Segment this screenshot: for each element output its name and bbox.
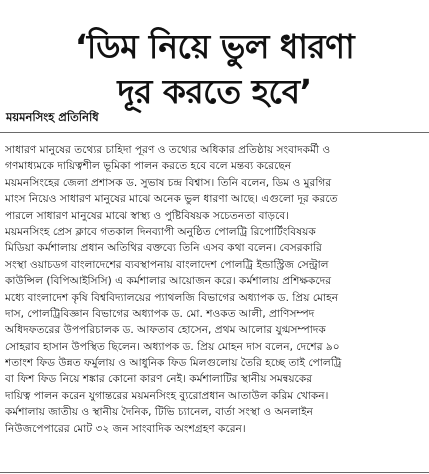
body-line: মিডিয়া কর্মশালায় প্রধান অতিথির বক্তব্যে তিনি এসব কথা বলেন। বেসরকারি <box>5 242 322 255</box>
body-line: পারলে সাধারণ মানুষের মাঝে স্বাস্থ্য ও পুষ্টিবিষয়ক সচেতনতা বাড়বে। <box>5 209 290 222</box>
byline: ময়মনসিংহ প্রতিনিধি <box>6 110 99 124</box>
body-line: কর্মশালায় জাতীয় ও স্থানীয় দৈনিক, টিভি চ্যানেল, বার্তা সংস্থা ও অনলাইন <box>5 406 313 419</box>
headline-line-1: ‘ডিম নিয়ে ভুল ধারণা <box>74 27 355 67</box>
headline <box>0 24 429 114</box>
body-line: নিউজপেপারের মোট ৩২ জন সাংবাদিক অংশগ্রহণ করেন। <box>5 422 246 435</box>
body-line: সাধারণ মানুষের তথ্যের চাহিদা পূরণ ও তথ্যের অধিকার প্রতিষ্ঠায় সংবাদকর্মী ও <box>5 144 331 156</box>
top-divider <box>0 132 429 133</box>
body-line: অধিদফতরের উপপরিচালক ড. আফতাব হোসেন, প্রথম আলোর যুগ্মসম্পাদক <box>5 324 326 337</box>
body-line: ময়মনসিংহ প্রেস ক্লাবে গতকাল দিনব্যাপী অনুষ্ঠিত পোলট্রি রিপোর্টিংবিষয়ক <box>5 225 316 238</box>
body-line: সোহরাব হাসান উপস্থিত ছিলেন। অধ্যাপক ড. প্রিয় মোহন দাস বলেন, দেশের ৯০ <box>5 340 340 353</box>
body-line: মাংস নিয়েও সাধারণ মানুষের মাঝে অনেক ভুল ধারণা আছে। এগুলো দূর করতে <box>5 193 338 206</box>
body-line: কাউন্সিল (বিপিআইসিসি) এ কর্মশালার আয়োজন করে। কর্মশালায় প্রশিক্ষকদের <box>5 275 332 288</box>
body-line: শতাংশ ফিড উন্নত ফর্মুলায় ও আধুনিক ফিড মিলগুলোয় তৈরি হচ্ছে তাই পোলট্রি <box>5 357 342 370</box>
bottom-divider <box>0 472 429 473</box>
body-line: ময়মনসিংহের জেলা প্রশাসক ড. সুভাষ চন্দ্র বিশ্বাস। তিনি বলেন, ডিম ও মুরগির <box>5 176 332 189</box>
body-line: সংস্থা ওয়াচডগ বাংলাদেশের ব্যবস্থাপনায় বাংলাদেশ পোলট্রি ইন্ডাস্ট্রিজ সেন্ট্রাল <box>5 258 329 271</box>
body-line: মধ্যে বাংলাদেশ কৃষি বিশ্ববিদ্যালয়ের প্যাথলজি বিভাগের অধ্যাপক ড. প্রিয় মোহন <box>5 291 339 304</box>
body-line: দাস, পোলট্রিবিজ্ঞান বিভাগের অধ্যাপক ড. মো. শওকত আলী, প্রাণিসম্পদ <box>5 307 315 320</box>
headline-line-2: দূর করতে হবে’ <box>117 72 312 112</box>
body-line: গণমাধ্যমকে দায়িত্বশীল ভূমিকা পালন করতে হবে বলে মন্তব্য করেছেন <box>5 160 292 173</box>
article-body <box>5 142 425 437</box>
body-line: বা ফিশ ফিড নিয়ে শঙ্কার কোনো কারণ নেই। কর্মশালাটির স্থানীয় সমন্বয়কের <box>5 373 313 386</box>
body-line: দায়িত্ব পালন করেন যুগান্তরের ময়মনসিংহ ব্যুরোপ্রধান আতাউল করিম খোকন। <box>5 389 329 402</box>
